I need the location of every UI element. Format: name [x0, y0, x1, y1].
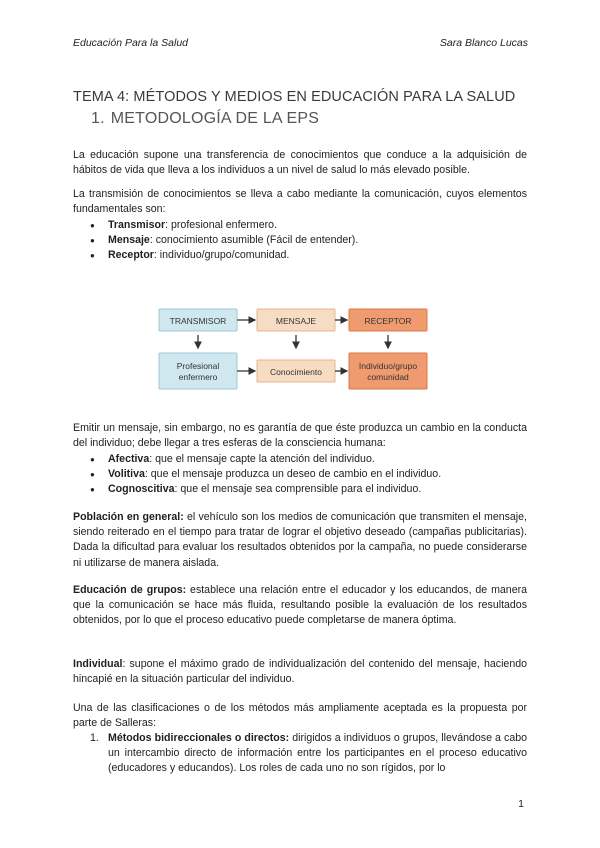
paragraph-grupos: Educación de grupos: establece una relación entre el educador y los educandos, de manera que la comunicación se hace más fluida, resultando posible la evaluación de los resultados obtenidos, por lo que el proceso educativo puede completarse de manera óptima.: [73, 584, 528, 627]
page-title: TEMA 4: MÉTODOS Y MEDIOS EN EDUCACIÓN PARA LA SALUD: [73, 89, 516, 105]
profesional-label-1: Profesional: [176, 361, 220, 371]
list-item: ● Volitiva: que el mensaje produzca un deseo de cambio en el individuo.: [90, 467, 441, 482]
section-label: METODOLOGÍA DE LA EPS: [110, 110, 320, 127]
paragraph-salleras: Una de las clasificaciones o de los métodos más ampliamente aceptada es la propuesta por parte de Salleras:: [73, 702, 527, 730]
paragraph-intro: La educación supone una transferencia de conocimientos que conduce a la adquisición de hábitos de vida que lleva a los individuos a un nivel de salud lo más elevado posible.: [73, 149, 527, 177]
list-item: ● Cognoscitiva: que el mensaje sea comprensible para el individuo.: [90, 482, 441, 497]
profesional-box: [159, 353, 237, 389]
communication-diagram: [153, 281, 470, 406]
individuo-box: [349, 353, 427, 389]
individuo-label-2: comunidad: [367, 372, 409, 382]
conocimiento-label: Conocimiento: [270, 367, 322, 377]
transmisor-label: TRANSMISOR: [169, 316, 227, 326]
list-item: ● Transmisor: profesional enfermero.: [90, 218, 358, 233]
paragraph-transmission: La transmisión de conocimientos se lleva a cabo mediante la comunicación, cuyos elementos fundamentales son:: [73, 188, 527, 216]
methods-list-item: 1. Métodos bidireccionales o directos: dirigidos a individuos o grupos, llevándose a cabo un intercambio directo de información entre los participantes en el proceso educativo (educadores y educandos). Los roles de cada uno no son rígidos, por lo: [90, 732, 527, 775]
spheres-list: [90, 452, 441, 498]
receptor-label: RECEPTOR: [364, 316, 412, 326]
section-heading: [91, 110, 319, 128]
section-number: 1.: [91, 110, 105, 127]
list-item: ● Mensaje: conocimiento asumible (Fácil de entender).: [90, 233, 358, 248]
page-number: 1: [518, 798, 524, 810]
paragraph-emitir: Emitir un mensaje, sin embargo, no es garantía de que éste produzca un cambio en la conducta del individuo; debe llegar a tres esferas de la consciencia humana:: [73, 422, 527, 450]
paragraph-individual: Individual: supone el máximo grado de individualización del contenido del mensaje, haciendo hincapié en la situación particular del individuo.: [73, 658, 527, 686]
list-item: ● Receptor: individuo/grupo/comunidad.: [90, 248, 358, 263]
list-number: 1.: [90, 732, 99, 744]
mensaje-label: MENSAJE: [275, 316, 317, 326]
header-right: Sara Blanco Lucas: [439, 37, 528, 49]
profesional-label-2: enfermero: [178, 372, 218, 382]
individuo-label-1: Individuo/grupo: [358, 361, 418, 371]
elements-list: [90, 218, 358, 264]
list-item: ● Afectiva: que el mensaje capte la atención del individuo.: [90, 452, 441, 467]
paragraph-poblacion: Población en general: el vehículo son los medios de comunicación que transmiten el mensaje, siendo reiterado en el tiempo para tratar de lograr el objetivo deseado (campañas publicitarias). Dada la dificultad para evaluar los resultados obtenidos por la campaña, no puede considerarse ni utilizarse de manera aislada.: [73, 511, 527, 569]
header-left: Educación Para la Salud: [73, 37, 188, 49]
